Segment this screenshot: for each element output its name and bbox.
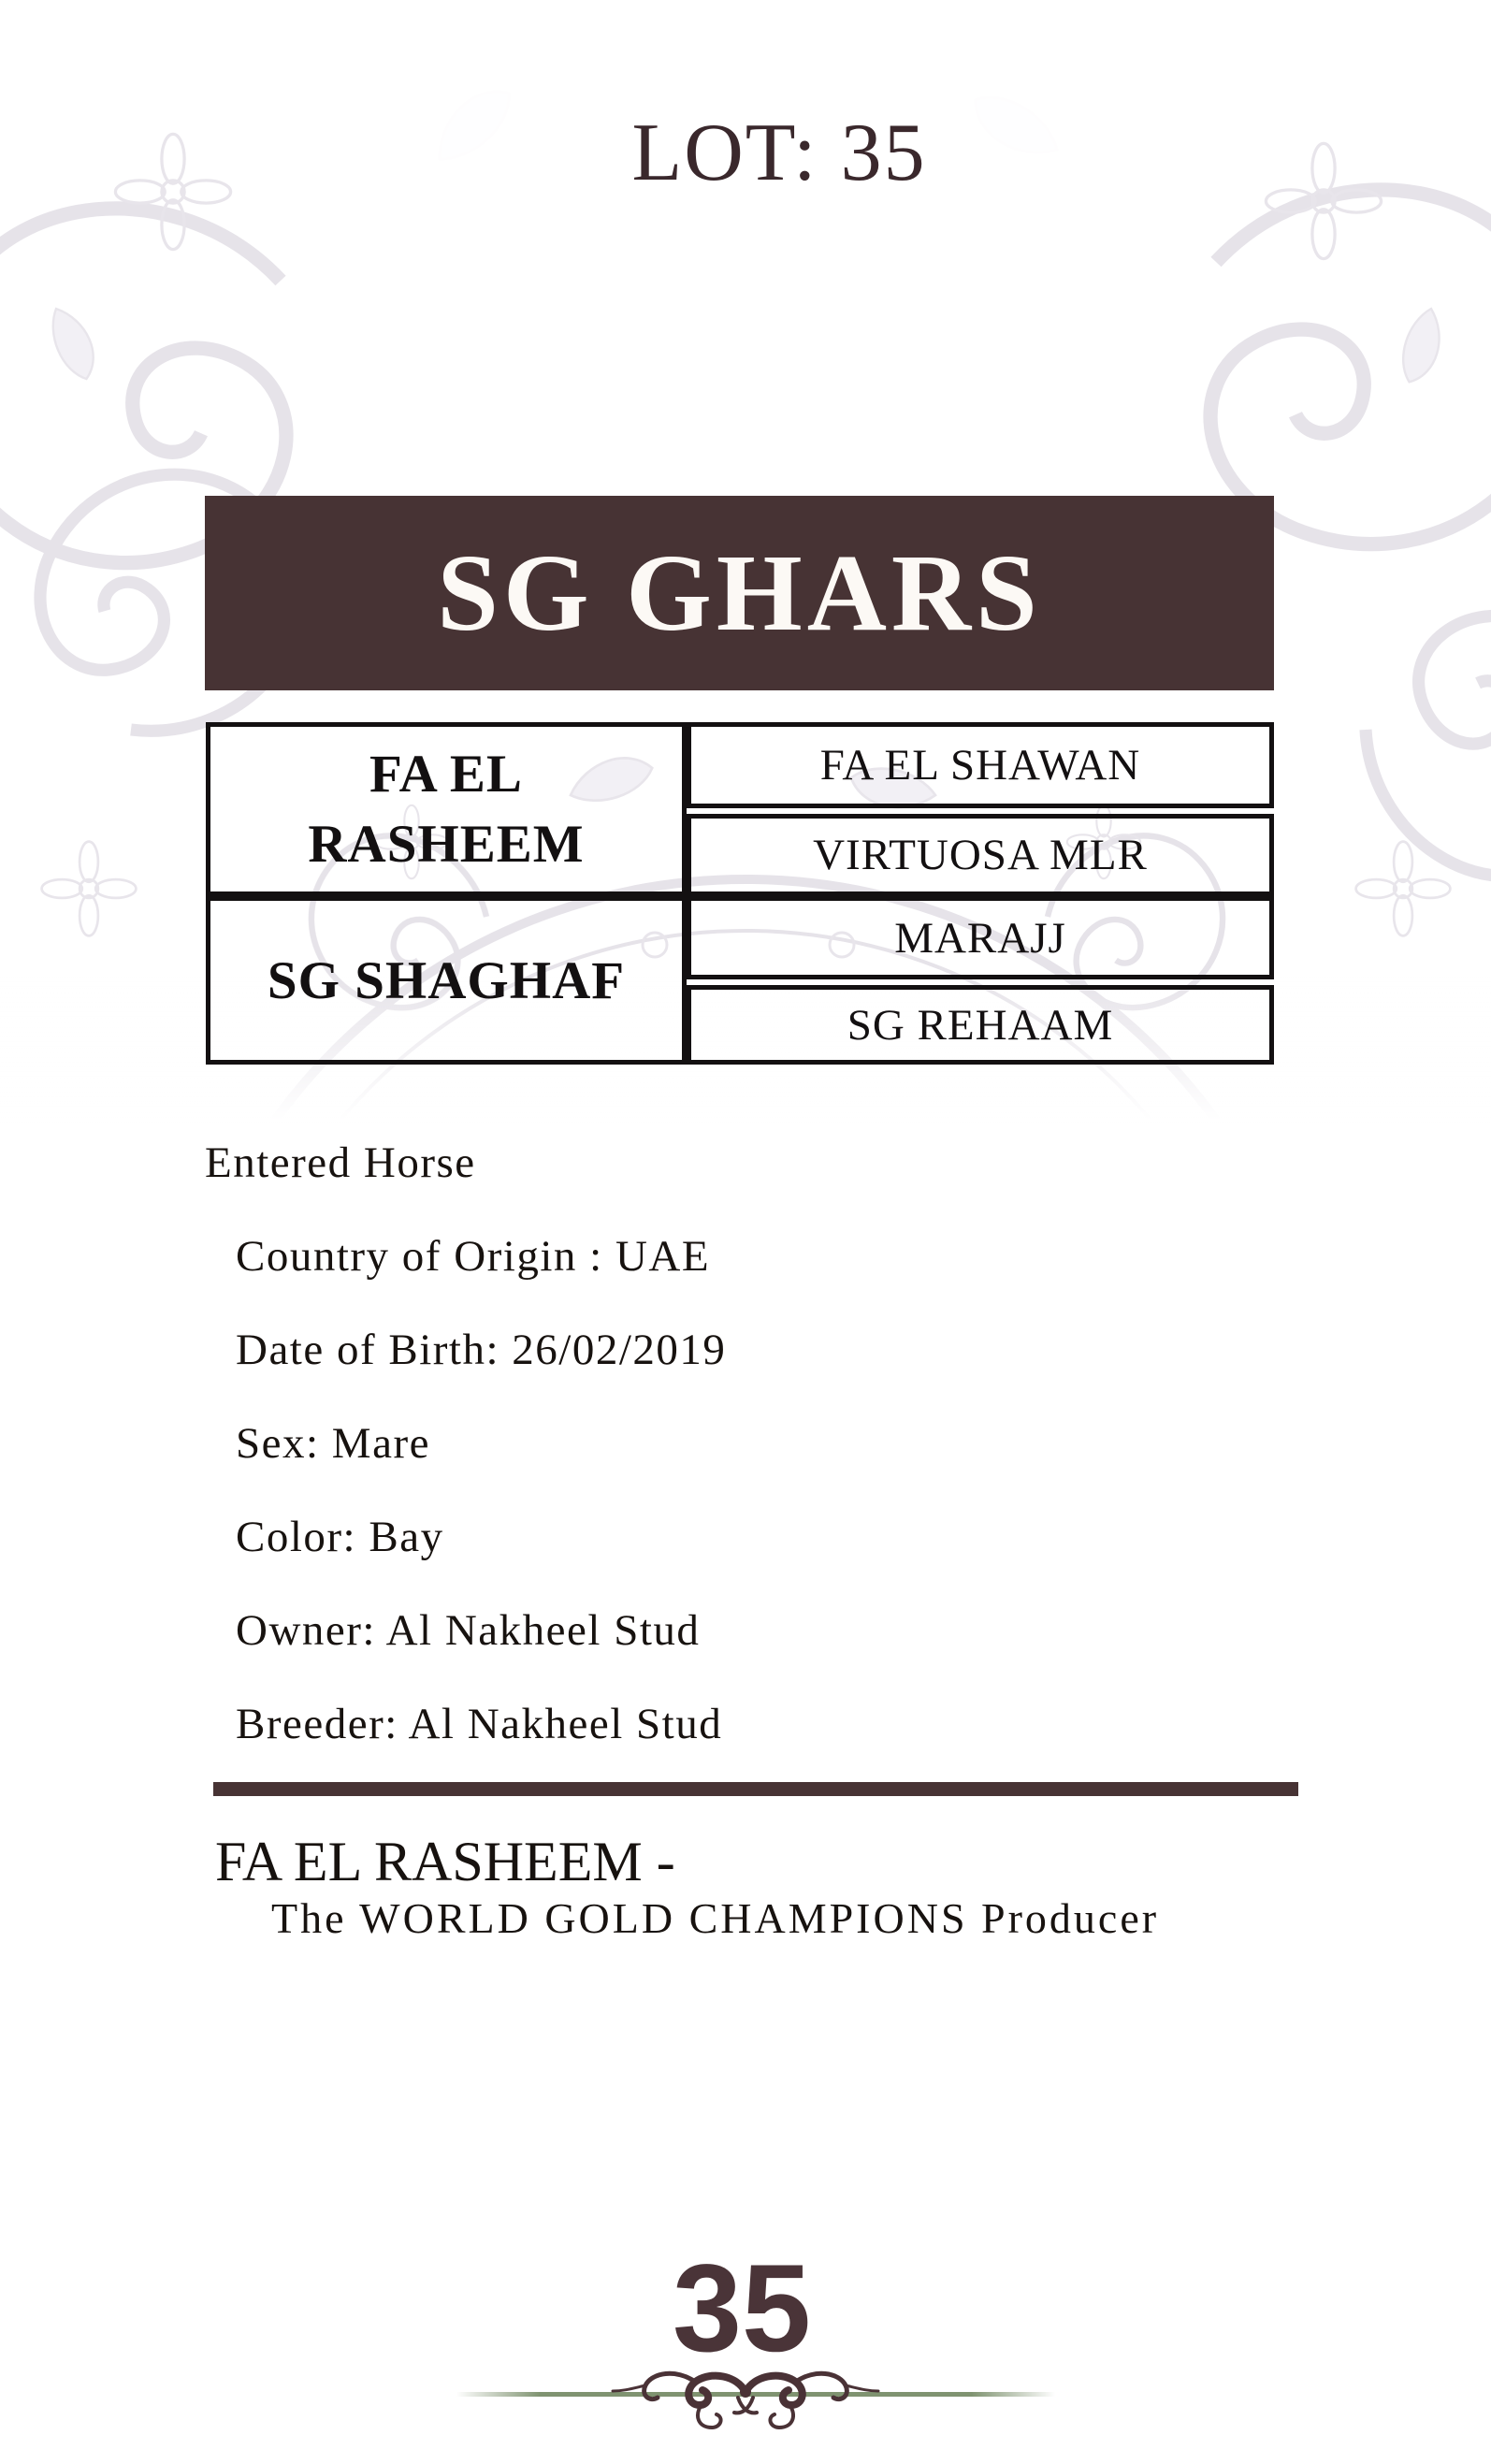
footnote-title: FA EL RASHEEM - — [215, 1831, 675, 1892]
dam-sire-name: MARAJJ — [894, 913, 1066, 963]
pedigree-table — [206, 722, 1274, 1065]
page-number: 35 — [673, 2239, 811, 2378]
pedigree-cell-dam-sire — [687, 896, 1274, 979]
horse-name-banner — [205, 496, 1274, 690]
detail-line-color: Color: Bay — [236, 1513, 444, 1561]
entered-horse-label: Entered Horse — [205, 1138, 476, 1187]
detail-line-date-of-birth: Date of Birth: 26/02/2019 — [236, 1326, 727, 1374]
sire-sire-name: FA EL SHAWAN — [819, 741, 1141, 790]
pedigree-cell-dam — [206, 896, 687, 1065]
footer-flourish-icon — [605, 2363, 886, 2434]
sire-dam-name: VIRTUOSA MLR — [813, 831, 1148, 879]
detail-line-country: Country of Origin : UAE — [236, 1232, 711, 1281]
detail-line-owner: Owner: Al Nakheel Stud — [236, 1606, 701, 1655]
detail-line-sex: Sex: Mare — [236, 1419, 430, 1468]
horse-name: SG GHARS — [437, 531, 1042, 654]
pedigree-cell-sire-dam — [687, 814, 1274, 896]
detail-line-breeder: Breeder: Al Nakheel Stud — [236, 1700, 723, 1748]
pedigree-cell-sire — [206, 722, 687, 896]
lot-heading: LOT: 35 — [631, 108, 927, 198]
section-divider — [213, 1782, 1298, 1796]
sire-name: FA EL RASHEEM — [308, 744, 585, 874]
footnote-subtitle: The WORLD GOLD CHAMPIONS Producer — [271, 1894, 1160, 1942]
dam-dam-name: SG REHAAM — [847, 1000, 1114, 1050]
pedigree-cell-sire-sire — [687, 722, 1274, 808]
pedigree-cell-dam-dam — [687, 985, 1274, 1065]
dam-name: SG SHAGHAF — [267, 950, 626, 1010]
